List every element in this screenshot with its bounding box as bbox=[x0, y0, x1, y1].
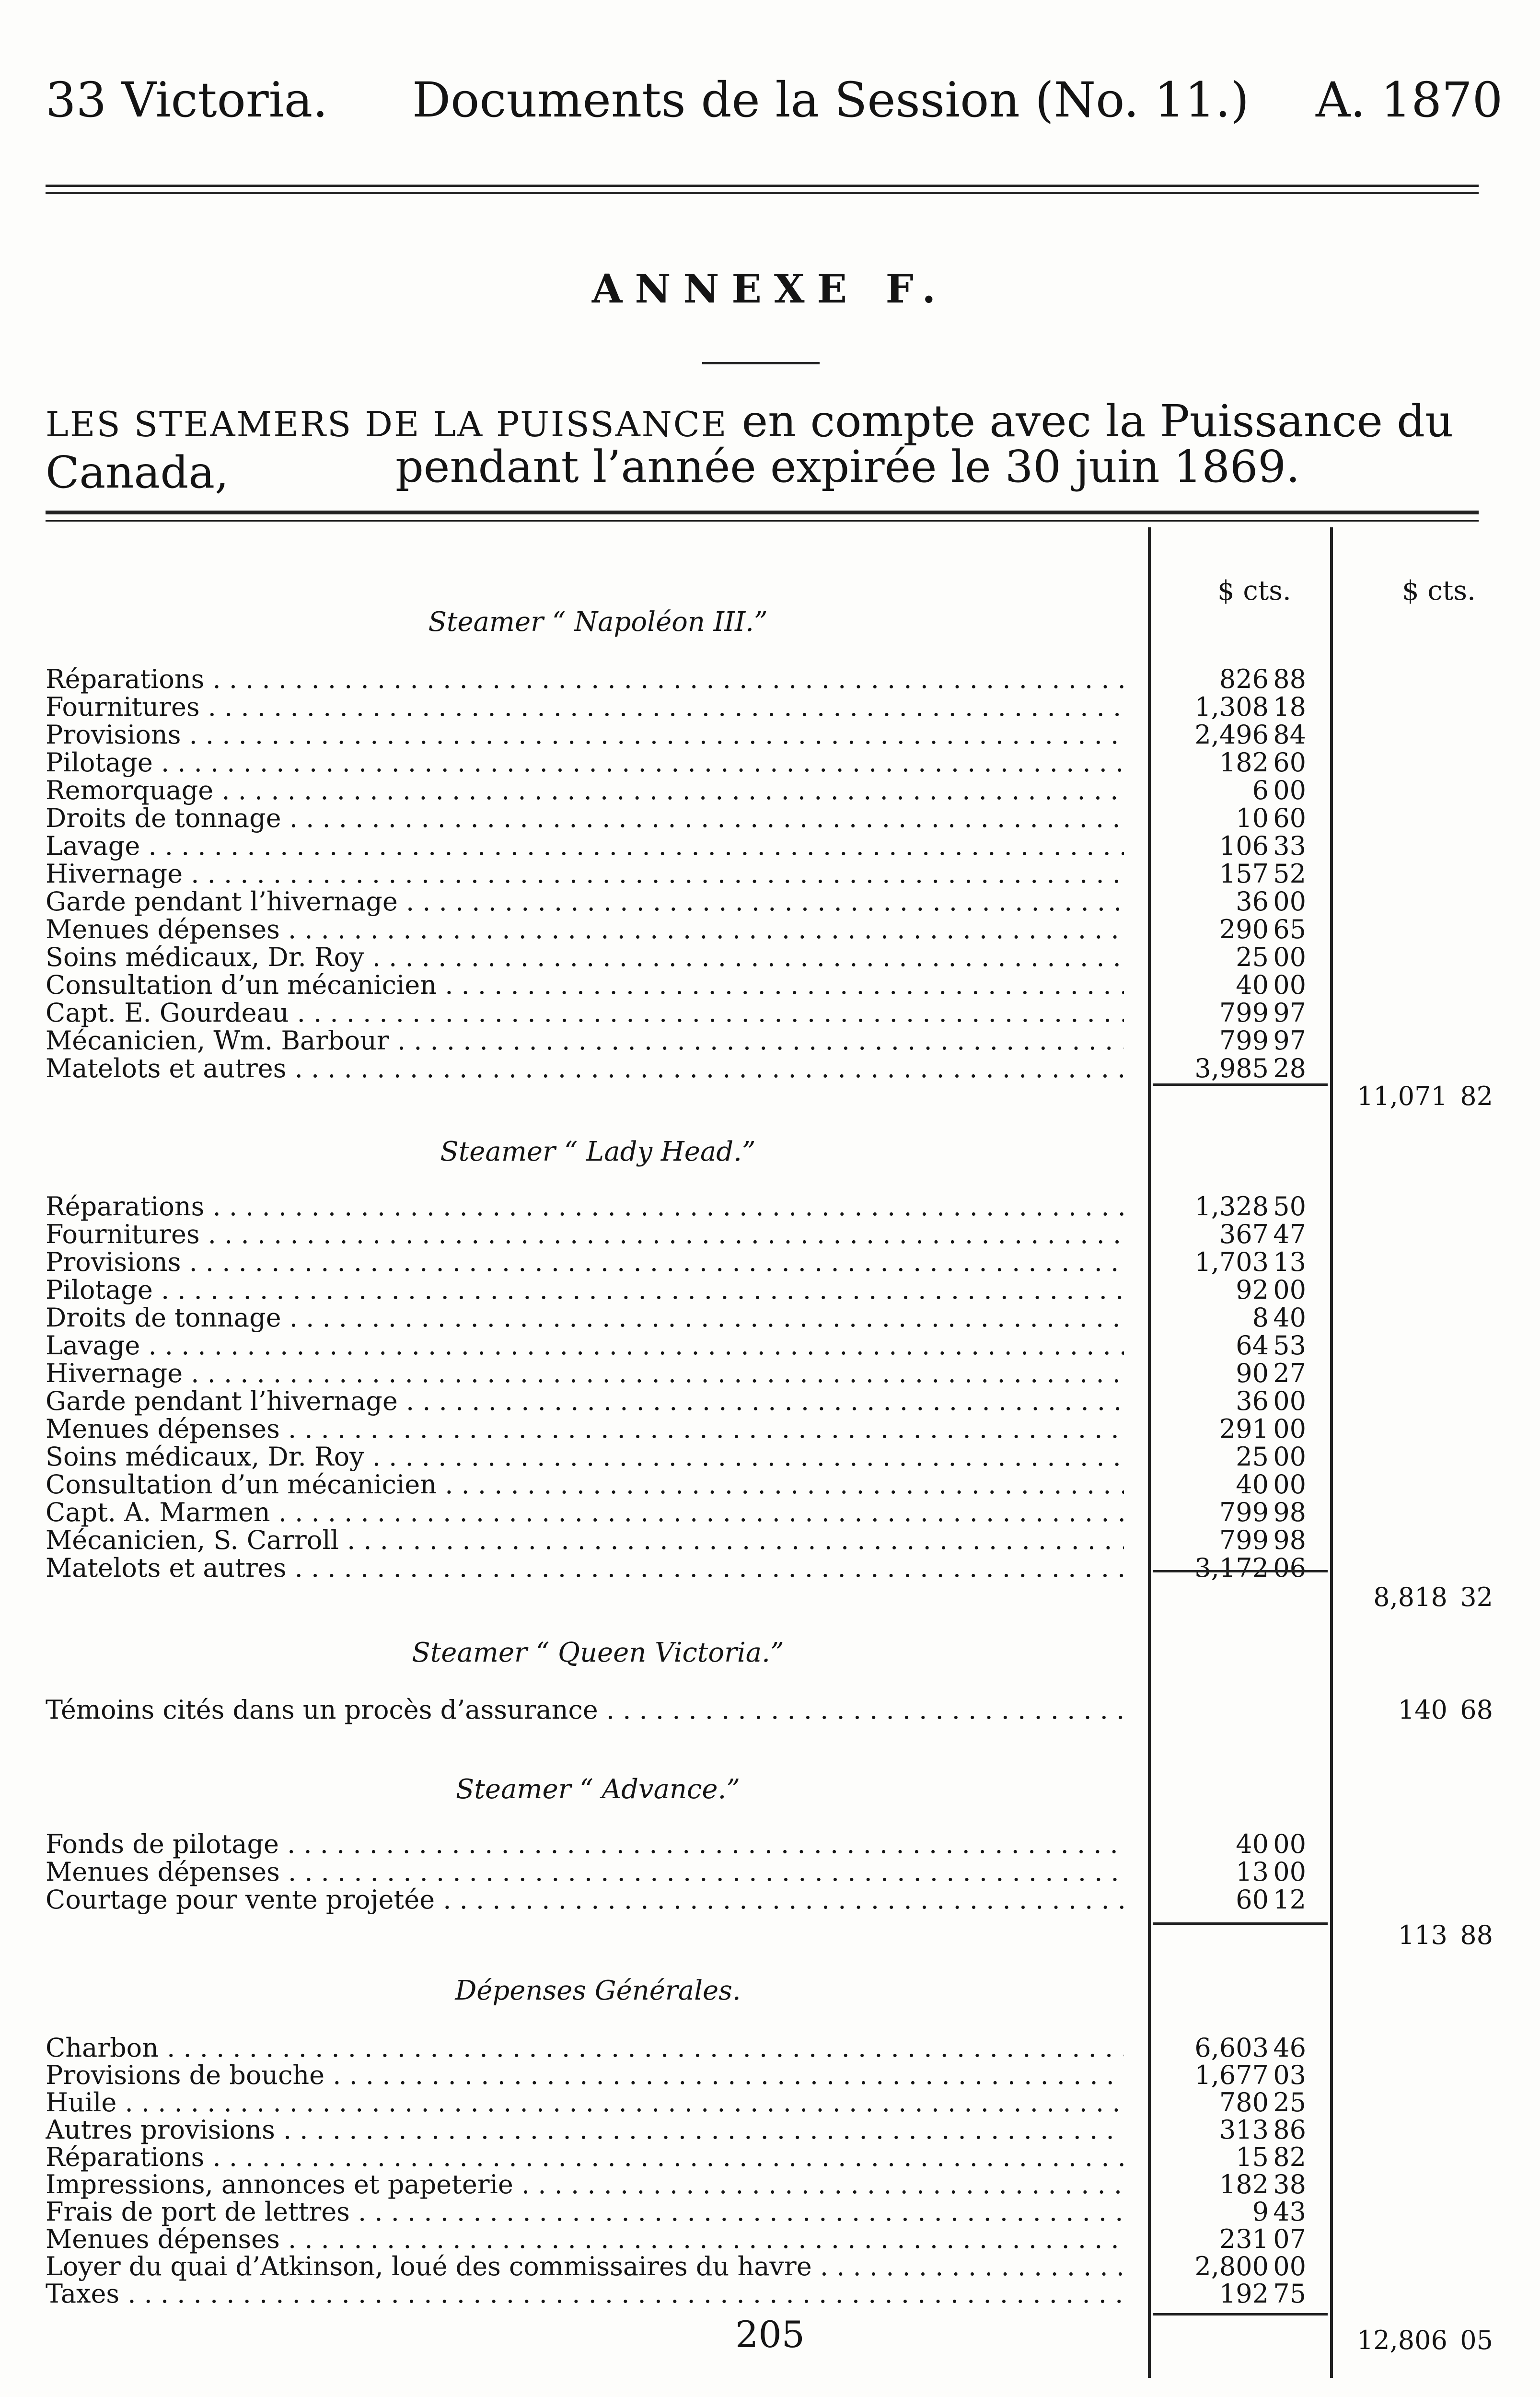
line-item-amount bbox=[1138, 1025, 1306, 1056]
line-item-label: Témoins cités dans un procès d’assurance . . . bbox=[46, 1695, 1124, 1725]
amount-cents: 00 bbox=[1273, 1469, 1306, 1500]
amount-dollars: 106 bbox=[1219, 831, 1269, 861]
section-title: Steamer “ Queen Victoria.” bbox=[412, 1637, 784, 1668]
amount-cents: 65 bbox=[1273, 914, 1306, 944]
header-annex-year: A. 1870 bbox=[1316, 72, 1503, 128]
line-item-amount bbox=[1138, 970, 1306, 1000]
line-item-amount bbox=[1138, 720, 1306, 750]
amount-cents: 47 bbox=[1273, 1219, 1306, 1249]
intro-line-2: pendant l’année expirée le 30 juin 1869. bbox=[395, 441, 1300, 492]
amount-dollars: 92 bbox=[1236, 1275, 1269, 1305]
line-item-amount bbox=[1138, 1219, 1306, 1249]
amount-cents: 88 bbox=[1273, 664, 1306, 694]
line-item-amount bbox=[1138, 747, 1306, 778]
line-item-label: Matelots et autres . . . bbox=[46, 1053, 1124, 1083]
amount-cents: 84 bbox=[1273, 720, 1306, 750]
line-item-amount bbox=[1138, 2224, 1306, 2254]
line-item-label: Fournitures . . . bbox=[46, 692, 1124, 722]
line-item-label: Provisions de bouche . . . bbox=[46, 2060, 1124, 2090]
line-item-amount bbox=[1138, 2087, 1306, 2118]
amount-cents: 38 bbox=[1273, 2169, 1306, 2199]
line-item-amount bbox=[1138, 1497, 1306, 1527]
line-item-label: Menues dépenses . . . bbox=[46, 1857, 1124, 1887]
line-item-amount bbox=[1138, 2142, 1306, 2172]
section-total bbox=[1349, 1081, 1493, 1111]
total-dollars: 12,806 bbox=[1356, 2325, 1447, 2355]
line-item-label: Menues dépenses . . . bbox=[46, 914, 1124, 944]
amount-cents: 43 bbox=[1273, 2197, 1306, 2227]
amount-dollars: 231 bbox=[1219, 2224, 1269, 2254]
amount-dollars: 6 bbox=[1252, 775, 1269, 805]
line-item-label: Impressions, annonces et papeterie . . . bbox=[46, 2169, 1124, 2199]
line-item-amount bbox=[1138, 1885, 1306, 1915]
amount-dollars: 40 bbox=[1236, 1829, 1269, 1859]
amount-cents: 28 bbox=[1273, 1053, 1306, 1083]
line-item-amount bbox=[1138, 1469, 1306, 1500]
section-title: Steamer “ Lady Head.” bbox=[440, 1136, 756, 1167]
column-header-amounts: $ cts. bbox=[1217, 575, 1291, 606]
line-item-amount bbox=[1138, 2033, 1306, 2063]
line-item-amount bbox=[1138, 914, 1306, 944]
line-item-label: Menues dépenses . . . bbox=[46, 2224, 1124, 2254]
amount-cents: 98 bbox=[1273, 1497, 1306, 1527]
amount-dollars: 36 bbox=[1236, 1386, 1269, 1416]
line-item-label: Fournitures . . . bbox=[46, 1219, 1124, 1249]
amount-dollars: 40 bbox=[1236, 1469, 1269, 1500]
header-session-year: 33 Victoria. bbox=[46, 72, 328, 128]
amount-cents: 03 bbox=[1273, 2060, 1306, 2090]
line-item-amount bbox=[1138, 886, 1306, 917]
line-item-label: Taxes . . . bbox=[46, 2279, 1124, 2309]
amount-cents: 97 bbox=[1273, 1025, 1306, 1056]
amount-cents: 50 bbox=[1273, 1191, 1306, 1222]
total-dollars: 113 bbox=[1398, 1920, 1447, 1950]
line-item-label: Courtage pour vente projetée . . . bbox=[46, 1885, 1124, 1915]
amount-cents: 53 bbox=[1273, 1330, 1306, 1361]
total-cents: 68 bbox=[1460, 1695, 1493, 1725]
line-item-label: Lavage . . . bbox=[46, 1330, 1124, 1361]
total-dollars: 140 bbox=[1398, 1695, 1447, 1725]
total-dollars: 8,818 bbox=[1373, 1582, 1447, 1612]
line-item-label: Autres provisions . . . bbox=[46, 2115, 1124, 2145]
amount-cents: 75 bbox=[1273, 2279, 1306, 2309]
line-item-amount bbox=[1138, 1386, 1306, 1416]
line-item-amount bbox=[1138, 831, 1306, 861]
amount-dollars: 826 bbox=[1219, 664, 1269, 694]
line-item-label: Mécanicien, S. Carroll . . . bbox=[46, 1525, 1124, 1555]
line-item-label: Consultation d’un mécanicien . . . bbox=[46, 970, 1124, 1000]
line-item-amount bbox=[1138, 2279, 1306, 2309]
amount-cents: 00 bbox=[1273, 1442, 1306, 1472]
amount-cents: 12 bbox=[1273, 1885, 1306, 1915]
amount-dollars: 313 bbox=[1219, 2115, 1269, 2145]
line-item-amount bbox=[1138, 803, 1306, 833]
line-item-label: Huile . . . bbox=[46, 2087, 1124, 2118]
line-item-label: Frais de port de lettres . . . bbox=[46, 2197, 1124, 2227]
amount-cents: 18 bbox=[1273, 692, 1306, 722]
amount-dollars: 40 bbox=[1236, 970, 1269, 1000]
amount-cents: 00 bbox=[1273, 775, 1306, 805]
line-item-label: Pilotage . . . bbox=[46, 747, 1124, 778]
table-rule-top bbox=[46, 511, 1479, 514]
amount-dollars: 3,172 bbox=[1194, 1553, 1269, 1583]
line-item-label: Soins médicaux, Dr. Roy . . . bbox=[46, 942, 1124, 972]
amount-dollars: 10 bbox=[1236, 803, 1269, 833]
line-item-amount bbox=[1138, 2060, 1306, 2090]
amount-cents: 27 bbox=[1273, 1358, 1306, 1388]
subtotal-rule bbox=[1153, 1922, 1328, 1925]
line-item-amount bbox=[1138, 1525, 1306, 1555]
amount-dollars: 2,800 bbox=[1194, 2251, 1269, 2281]
amount-dollars: 1,328 bbox=[1194, 1191, 1269, 1222]
amount-cents: 33 bbox=[1273, 831, 1306, 861]
line-item-label: Loyer du quai d’Atkinson, loué des commissaires du havre . . . bbox=[46, 2251, 1124, 2281]
amount-cents: 00 bbox=[1273, 970, 1306, 1000]
line-item-amount bbox=[1138, 664, 1306, 694]
amount-dollars: 182 bbox=[1219, 747, 1269, 778]
amount-cents: 00 bbox=[1273, 1857, 1306, 1887]
line-item-label: Droits de tonnage . . . bbox=[46, 1303, 1124, 1333]
intro-rest: en compte avec la Puissance du Canada, bbox=[46, 396, 1454, 498]
amount-dollars: 1,308 bbox=[1194, 692, 1269, 722]
amount-dollars: 25 bbox=[1236, 1442, 1269, 1472]
header-document-title: Documents de la Session (No. 11.) bbox=[412, 72, 1250, 128]
amount-cents: 97 bbox=[1273, 998, 1306, 1028]
amount-cents: 46 bbox=[1273, 2033, 1306, 2063]
line-item-amount bbox=[1138, 2197, 1306, 2227]
line-item-amount bbox=[1138, 2169, 1306, 2199]
line-item-amount bbox=[1138, 1358, 1306, 1388]
line-item-label: Charbon . . . bbox=[46, 2033, 1124, 2063]
line-item-label: Provisions . . . bbox=[46, 1247, 1124, 1277]
total-dollars: 11,071 bbox=[1356, 1081, 1447, 1111]
amount-dollars: 1,703 bbox=[1194, 1247, 1269, 1277]
total-cents: 88 bbox=[1460, 1920, 1493, 1950]
total-cents: 82 bbox=[1460, 1081, 1493, 1111]
line-item-label: Réparations . . . bbox=[46, 1191, 1124, 1222]
section-total bbox=[1349, 1582, 1493, 1612]
amount-dollars: 291 bbox=[1219, 1414, 1269, 1444]
amount-cents: 86 bbox=[1273, 2115, 1306, 2145]
amount-dollars: 367 bbox=[1219, 1219, 1269, 1249]
amount-cents: 00 bbox=[1273, 942, 1306, 972]
amount-cents: 00 bbox=[1273, 1829, 1306, 1859]
line-item-label: Capt. E. Gourdeau . . . bbox=[46, 998, 1124, 1028]
amount-dollars: 799 bbox=[1219, 1497, 1269, 1527]
amount-dollars: 1,677 bbox=[1194, 2060, 1269, 2090]
amount-cents: 00 bbox=[1273, 1414, 1306, 1444]
section-total bbox=[1349, 1695, 1493, 1725]
line-item-amount bbox=[1138, 1857, 1306, 1887]
amount-dollars: 36 bbox=[1236, 886, 1269, 917]
line-item-amount bbox=[1138, 1191, 1306, 1222]
amount-dollars: 780 bbox=[1219, 2087, 1269, 2118]
amount-cents: 82 bbox=[1273, 2142, 1306, 2172]
line-item-amount bbox=[1138, 2251, 1306, 2281]
line-item-amount bbox=[1138, 2115, 1306, 2145]
title-divider bbox=[702, 362, 820, 364]
amount-dollars: 290 bbox=[1219, 914, 1269, 944]
line-item-label: Mécanicien, Wm. Barbour . . . bbox=[46, 1025, 1124, 1056]
line-item-label: Fonds de pilotage . . . bbox=[46, 1829, 1124, 1859]
header-rule-top bbox=[46, 185, 1479, 187]
annexe-title: ANNEXE F. bbox=[591, 266, 949, 312]
amount-cents: 07 bbox=[1273, 2224, 1306, 2254]
amount-cents: 98 bbox=[1273, 1525, 1306, 1555]
line-item-label: Remorquage . . . bbox=[46, 775, 1124, 805]
line-item-label: Hivernage . . . bbox=[46, 859, 1124, 889]
line-item-amount bbox=[1138, 998, 1306, 1028]
line-item-label: Consultation d’un mécanicien . . . bbox=[46, 1469, 1124, 1500]
line-item-amount bbox=[1138, 1053, 1306, 1083]
amount-dollars: 192 bbox=[1219, 2279, 1269, 2309]
line-item-amount bbox=[1138, 1247, 1306, 1277]
line-item-amount bbox=[1138, 775, 1306, 805]
amount-dollars: 799 bbox=[1219, 1525, 1269, 1555]
total-cents: 05 bbox=[1460, 2325, 1493, 2355]
amount-cents: 13 bbox=[1273, 1247, 1306, 1277]
amount-dollars: 9 bbox=[1252, 2197, 1269, 2227]
line-item-label: Provisions . . . bbox=[46, 720, 1124, 750]
line-item-label: Soins médicaux, Dr. Roy . . . bbox=[46, 1442, 1124, 1472]
amount-dollars: 799 bbox=[1219, 998, 1269, 1028]
amount-cents: 52 bbox=[1273, 859, 1306, 889]
amount-cents: 40 bbox=[1273, 1303, 1306, 1333]
amount-cents: 60 bbox=[1273, 747, 1306, 778]
amount-dollars: 3,985 bbox=[1194, 1053, 1269, 1083]
line-item-label: Hivernage . . . bbox=[46, 1358, 1124, 1388]
line-item-label: Menues dépenses . . . bbox=[46, 1414, 1124, 1444]
amount-dollars: 182 bbox=[1219, 2169, 1269, 2199]
amount-dollars: 6,603 bbox=[1194, 2033, 1269, 2063]
line-item-label: Pilotage . . . bbox=[46, 1275, 1124, 1305]
amount-dollars: 64 bbox=[1236, 1330, 1269, 1361]
header-rule-bottom bbox=[46, 192, 1479, 194]
line-item-amount bbox=[1138, 1330, 1306, 1361]
line-item-amount bbox=[1138, 859, 1306, 889]
line-item-label: Réparations . . . bbox=[46, 2142, 1124, 2172]
amount-dollars: 157 bbox=[1219, 859, 1269, 889]
section-total bbox=[1349, 1920, 1493, 1950]
section-title: Steamer “ Napoléon III.” bbox=[428, 606, 768, 638]
line-item-amount bbox=[1138, 1442, 1306, 1472]
amount-cents: 06 bbox=[1273, 1553, 1306, 1583]
amount-dollars: 90 bbox=[1236, 1358, 1269, 1388]
amount-cents: 00 bbox=[1273, 1275, 1306, 1305]
section-title: Dépenses Générales. bbox=[455, 1975, 741, 2006]
column-line-right bbox=[1330, 527, 1333, 2378]
amount-dollars: 15 bbox=[1236, 2142, 1269, 2172]
line-item-label: Capt. A. Marmen . . . bbox=[46, 1497, 1124, 1527]
subtotal-rule bbox=[1153, 1570, 1328, 1572]
page-number: 205 bbox=[735, 2313, 805, 2356]
line-item-amount bbox=[1138, 1303, 1306, 1333]
amount-dollars: 799 bbox=[1219, 1025, 1269, 1056]
amount-dollars: 25 bbox=[1236, 942, 1269, 972]
subtotal-rule bbox=[1153, 1083, 1328, 1086]
amount-dollars: 2,496 bbox=[1194, 720, 1269, 750]
total-cents: 32 bbox=[1460, 1582, 1493, 1612]
line-item-label: Réparations . . . bbox=[46, 664, 1124, 694]
line-item-amount bbox=[1138, 692, 1306, 722]
line-item-label: Garde pendant l’hivernage . . . bbox=[46, 886, 1124, 917]
amount-cents: 25 bbox=[1273, 2087, 1306, 2118]
line-item-amount bbox=[1138, 942, 1306, 972]
line-item-amount bbox=[1138, 1553, 1306, 1583]
amount-cents: 00 bbox=[1273, 2251, 1306, 2281]
intro-smallcaps: LES STEAMERS DE LA PUISSANCE bbox=[46, 404, 728, 444]
line-item-amount bbox=[1138, 1275, 1306, 1305]
line-item-label: Matelots et autres . . . bbox=[46, 1553, 1124, 1583]
column-header-totals: $ cts. bbox=[1402, 575, 1476, 606]
table-rule-bottom bbox=[46, 520, 1479, 522]
line-item-amount bbox=[1138, 1829, 1306, 1859]
amount-dollars: 60 bbox=[1236, 1885, 1269, 1915]
line-item-amount bbox=[1138, 1414, 1306, 1444]
line-item-label: Garde pendant l’hivernage . . . bbox=[46, 1386, 1124, 1416]
amount-cents: 00 bbox=[1273, 886, 1306, 917]
line-item-label: Lavage . . . bbox=[46, 831, 1124, 861]
amount-dollars: 13 bbox=[1236, 1857, 1269, 1887]
amount-dollars: 8 bbox=[1252, 1303, 1269, 1333]
section-title: Steamer “ Advance.” bbox=[456, 1774, 740, 1805]
amount-cents: 00 bbox=[1273, 1386, 1306, 1416]
amount-cents: 60 bbox=[1273, 803, 1306, 833]
line-item-label: Droits de tonnage . . . bbox=[46, 803, 1124, 833]
